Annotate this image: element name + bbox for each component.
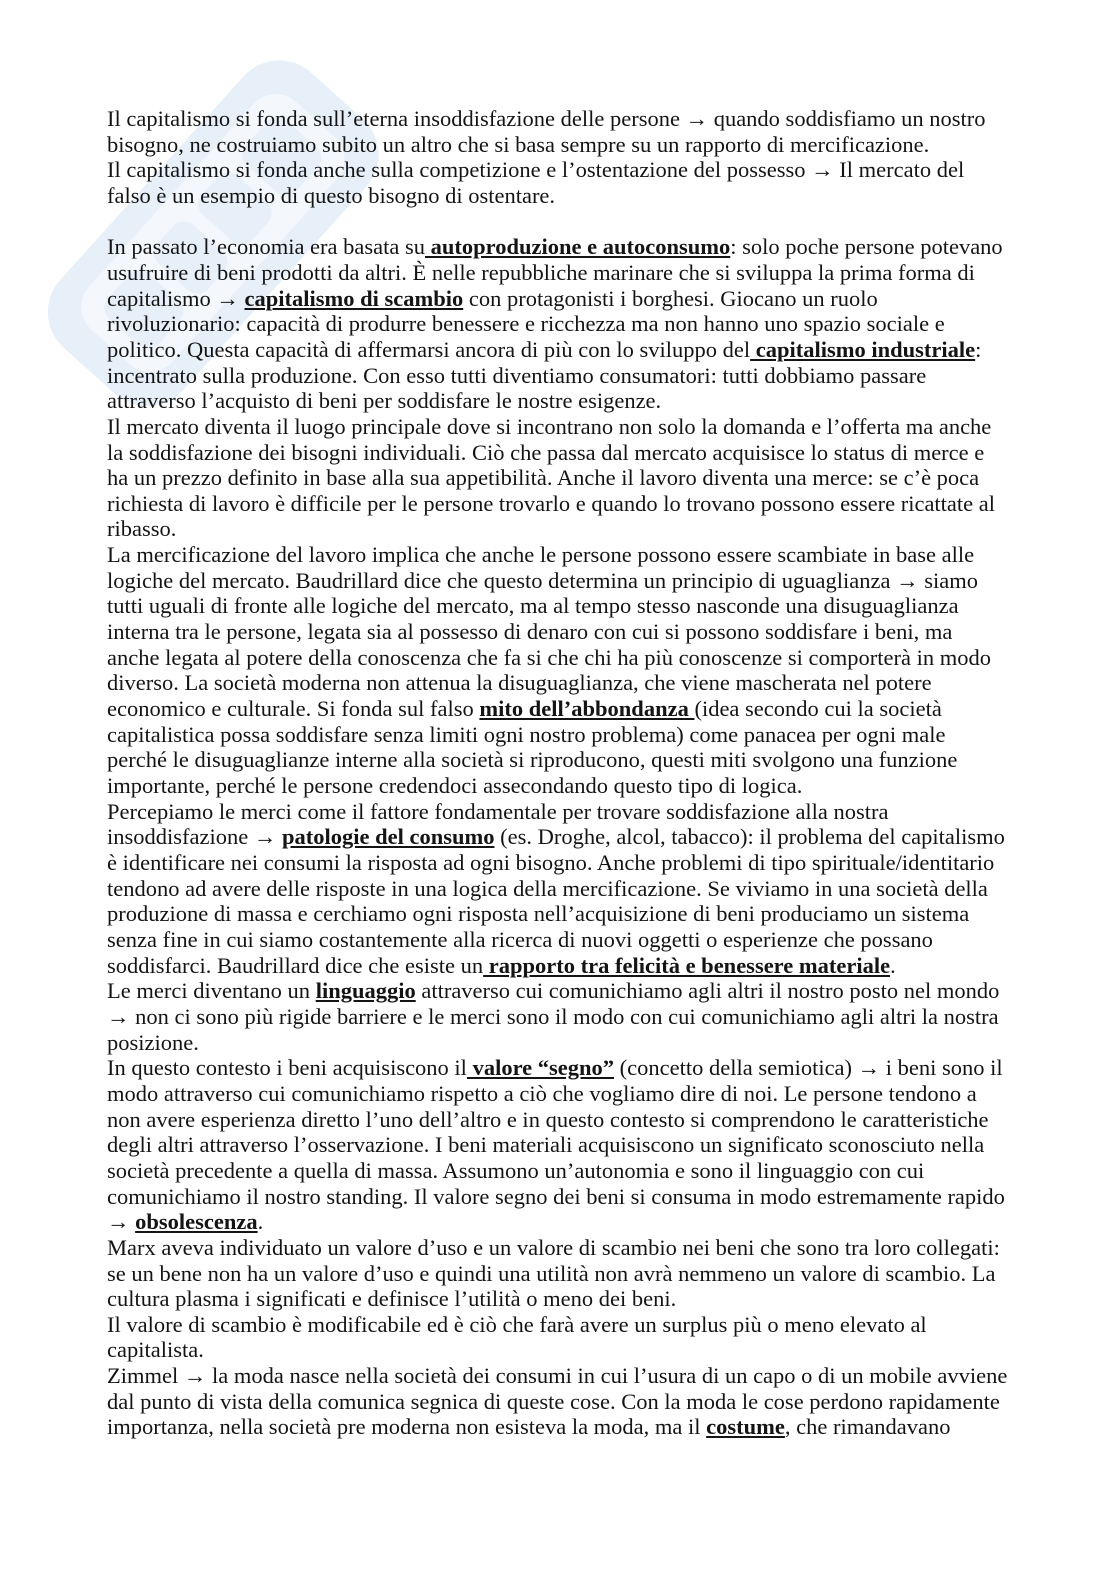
document-body	[107, 106, 1010, 1440]
text-run: La mercificazione del lavoro implica che anche le persone possono essere scambiate in base alle logiche del mercato. Baudrillard dice che questo determina un principio di uguaglianza → siamo tutti uguali di fronte alle logiche del mercato, ma al tempo stesso nasconde una disuguaglianza interna tra le persone, legata sia al possesso di denaro con cui si possono soddisfare i beni, ma anche legata al potere della conoscenza che fa si che chi ha più conoscenze si comporterà in modo diverso. La società moderna non attenua la disuguaglianza, che viene mascherata nel potere economico e culturale. Si fonda sul falso	[107, 542, 991, 722]
text-run: Il valore di scambio è modificabile ed è ciò che farà avere un surplus più o meno elevato al capitalista.	[107, 1311, 927, 1363]
key-term: capitalismo industriale	[750, 336, 976, 362]
key-term: patologie del consumo	[281, 824, 495, 850]
key-term: autoproduzione e autoconsumo	[425, 234, 731, 260]
key-term: mito dell’abbondanza	[479, 696, 695, 722]
text-run: Le merci diventano un	[107, 978, 316, 1004]
paragraph	[107, 157, 1010, 208]
text-run: : incentrato sulla produzione. Con esso tutti diventiamo consumatori: tutti dobbiamo passare attraverso l’acquisto di beni per soddisfare le nostre esigenze.	[107, 336, 982, 414]
text-run: .	[257, 1209, 264, 1235]
paragraph	[107, 106, 1010, 157]
text-run: Marx aveva individuato un valore d’uso e un valore di scambio nei beni che sono tra loro collegati: se un bene non ha un valore d’uso e quindi una utilità non avrà nemmeno un valore di scambio. La cultura plasma i significati e definisce l’utilità o meno dei beni.	[107, 1234, 1000, 1312]
key-term: valore “segno”	[466, 1055, 615, 1081]
paragraph	[107, 1312, 1010, 1363]
paragraph	[107, 1363, 1010, 1440]
text-run: con protagonisti i borghesi. Giocano un ruolo rivoluzionario: capacità di produrre benessere e ricchezza ma non hanno uno spazio sociale e politico. Questa capacità di affermarsi ancora di più con lo sviluppo del	[107, 285, 945, 362]
text-run: In passato l’economia era basata su	[107, 234, 425, 260]
text-run: Il capitalismo si fonda sull’eterna insoddisfazione delle persone → quando soddisfiamo un nostro bisogno, ne costruiamo subito un altro che si basa sempre su un rapporto di mercificazione.	[107, 106, 986, 157]
text-run: Percepiamo le merci come il fattore fondamentale per trovare soddisfazione alla nostra insoddisfazione →	[107, 798, 889, 850]
paragraph	[107, 978, 1010, 1055]
text-run: (concetto della semiotica) → i beni sono il modo attraverso cui comunichiamo rispetto a ciò che vogliamo dire di noi. Le persone tendono a non avere esperienza diretto l’uno dell’altro e in questo contesto si comprendono le caratteristiche degli altri attraverso l’osservazione. I beni materiali acquisiscono un significato sconosciuto nella società precedente a quella di massa. Assumono un’autonomia e sono il linguaggio con cui comunichiamo il nostro standing. Il valore segno dei beni si consuma in modo estremamente rapido	[107, 1055, 1005, 1209]
paragraph	[107, 234, 1010, 414]
text-run: attraverso cui comunichiamo agli altri il nostro posto nel mondo → non ci sono più rigide barriere e le merci sono il modo con cui comunichiamo agli altri la nostra posizione.	[107, 978, 1000, 1055]
key-term: capitalismo di scambio	[244, 285, 464, 311]
text-run: Il capitalismo si fonda anche sulla competizione e l’ostentazione del possesso → Il mercato del falso è un esempio di questo bisogno di ostentare.	[107, 157, 965, 208]
paragraph	[107, 1055, 1010, 1235]
arrow-symbol: →	[107, 1209, 136, 1235]
text-run: (idea secondo cui la società capitalistica possa soddisfare senza limiti ogni nostro problema) come panacea per ogni male perché le disuguaglianze interne alla società si riproducono, questi miti svolgono una funzione importante, perché le persone credendoci assecondando questo tipo di logica.	[107, 696, 958, 799]
key-term: rapporto tra felicità e benessere materiale	[483, 952, 891, 978]
key-term: obsolescenza	[135, 1209, 258, 1235]
paragraph	[107, 542, 1010, 799]
key-term: linguaggio	[315, 978, 416, 1004]
text-run: , che rimandavano	[784, 1414, 951, 1440]
paragraph	[107, 1235, 1010, 1312]
text-run: Il mercato diventa il luogo principale dove si incontrano non solo la domanda e l’offerta ma anche la soddisfazione dei bisogni individuali. Ciò che passa dal mercato acquisisce lo status di merce e ha un prezzo definito in base alla sua appetibilità. Anche il lavoro diventa una merce: se c’è poca richiesta di lavoro è difficile per le persone trovarlo e quando lo trovano possono essere ricattate al ribasso.	[107, 413, 996, 542]
text-run: : solo poche persone potevano usufruire di beni prodotti da altri. È nelle repubbliche marinare che si sviluppa la prima forma di capitalismo →	[107, 234, 1003, 311]
text-run: .	[890, 952, 896, 978]
key-term: costume	[706, 1414, 785, 1440]
paragraph	[107, 799, 1010, 979]
text-run: Zimmel → la moda nasce nella società dei consumi in cui l’usura di un capo o di un mobile avviene dal punto di vista della comunica segnica di queste cose. Con la moda le cose perdono rapidamente importanza, nella società pre moderna non esisteva la moda, ma il	[107, 1363, 1008, 1440]
paragraph	[107, 414, 1010, 542]
text-run: (es. Droghe, alcol, tabacco): il problema del capitalismo è identificare nei consumi la risposta ad ogni bisogno. Anche problemi di tipo spirituale/identitario tendono ad avere delle risposte in una logica della mercificazione. Se viviamo in una società della produzione di massa e cerchiamo ogni risposta nell’acquisizione di beni produciamo un sistema senza fine in cui siamo costantemente alla ricerca di nuovi oggetti o esperienze che possano soddisfarci. Baudrillard dice che esiste un	[107, 824, 1005, 978]
text-run: In questo contesto i beni acquisiscono il	[107, 1055, 467, 1081]
